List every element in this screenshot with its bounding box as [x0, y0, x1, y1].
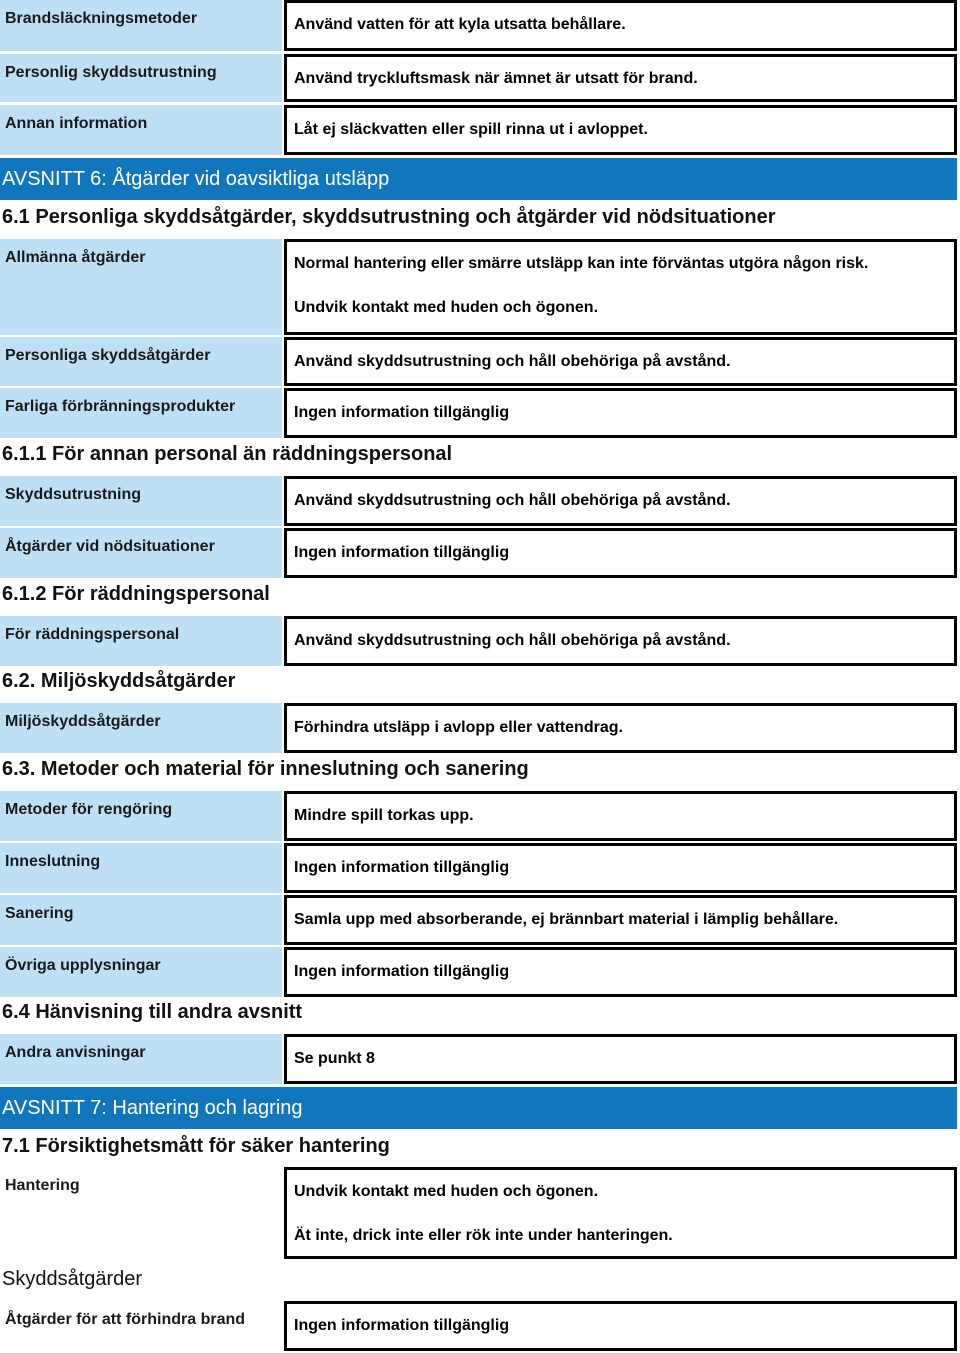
row-atgarder-vid-nodsituationer [0, 528, 960, 578]
field-label: För räddningspersonal [0, 616, 282, 666]
field-value: Samla upp med absorberande, ej brännbart material i lämplig behållare. [284, 895, 957, 945]
field-value: Använd vatten för att kyla utsatta behållare. [284, 0, 957, 51]
field-label: Åtgärder för att förhindra brand [5, 1311, 246, 1328]
field-label: Inneslutning [0, 843, 282, 893]
field-value: Använd tryckluftsmask när ämnet är utsatt för brand. [284, 54, 957, 102]
field-value: Mindre spill torkas upp. [284, 791, 957, 841]
row-miljoskyddsatgarder [0, 703, 960, 753]
value-line-2: Ät inte, drick inte eller rök inte under hanteringen. [294, 1227, 673, 1244]
field-value [284, 239, 957, 335]
field-label: Metoder för rengöring [0, 791, 282, 841]
heading-6-2: 6.2. Miljöskyddsåtgärder [2, 670, 236, 692]
row-personliga-skyddsatgarder [0, 337, 960, 386]
heading-7-1: 7.1 Försiktighetsmått för säker hantering [2, 1135, 390, 1157]
field-label: Allmänna åtgärder [0, 239, 282, 335]
field-label: Skyddsutrustning [0, 476, 282, 526]
row-andra-anvisningar [0, 1034, 960, 1084]
row-inneslutning [0, 843, 960, 893]
field-label: Åtgärder vid nödsituationer [0, 528, 282, 578]
field-label: Personliga skyddsåtgärder [0, 337, 282, 386]
field-label: Hantering [5, 1177, 80, 1194]
field-label: Personlig skyddsutrustning [0, 54, 282, 102]
field-value: Använd skyddsutrustning och håll obehöriga på avstånd. [284, 476, 957, 526]
row-hantering [0, 1167, 960, 1259]
field-label: Övriga upplysningar [0, 947, 282, 997]
row-farliga-forbranningsprodukter [0, 388, 960, 438]
row-skyddsutrustning [0, 476, 960, 526]
row-ovriga-upplysningar [0, 947, 960, 997]
section-6-banner: AVSNITT 6: Åtgärder vid oavsiktliga utsläpp [0, 158, 957, 200]
field-label: Sanering [0, 895, 282, 945]
field-label: Brandsläckningsmetoder [0, 0, 282, 51]
heading-6-1-2: 6.1.2 För räddningspersonal [2, 583, 270, 605]
row-brandslackningsmetoder [0, 0, 960, 51]
field-value: Ingen information tillgänglig [284, 1301, 957, 1351]
field-label: Annan information [0, 105, 282, 155]
heading-6-1-1: 6.1.1 För annan personal än räddningspersonal [2, 443, 453, 465]
field-value: Använd skyddsutrustning och håll obehöriga på avstånd. [284, 616, 957, 666]
section-7-banner: AVSNITT 7: Hantering och lagring [0, 1087, 957, 1129]
row-sanering [0, 895, 960, 945]
field-value: Ingen information tillgänglig [284, 528, 957, 578]
heading-6-4: 6.4 Hänvisning till andra avsnitt [2, 1001, 303, 1023]
row-atgarder-forhindra-brand [0, 1301, 960, 1351]
heading-6-3: 6.3. Metoder och material för inneslutning och sanering [2, 758, 529, 780]
row-metoder-for-rengoring [0, 791, 960, 841]
field-value: Låt ej släckvatten eller spill rinna ut i avloppet. [284, 105, 957, 155]
value-line-2: Undvik kontakt med huden och ögonen. [294, 299, 599, 316]
row-allmanna-atgarder [0, 239, 960, 335]
field-label: Andra anvisningar [0, 1034, 282, 1084]
field-value [284, 1167, 957, 1259]
field-value: Ingen information tillgänglig [284, 843, 957, 893]
heading-6-1: 6.1 Personliga skyddsåtgärder, skyddsutrustning och åtgärder vid nödsituationer [2, 206, 776, 228]
row-personlig-skyddsutrustning [0, 54, 960, 102]
field-value: Ingen information tillgänglig [284, 947, 957, 997]
field-label: Miljöskyddsåtgärder [0, 703, 282, 753]
field-label: Farliga förbränningsprodukter [0, 388, 282, 438]
row-annan-information [0, 105, 960, 155]
value-line-1: Undvik kontakt med huden och ögonen. [294, 1183, 599, 1200]
heading-skyddsatgarder: Skyddsåtgärder [2, 1268, 143, 1290]
field-value: Använd skyddsutrustning och håll obehöriga på avstånd. [284, 337, 957, 386]
value-line-1: Normal hantering eller smärre utsläpp kan inte förväntas utgöra någon risk. [294, 255, 869, 272]
row-for-raddningspersonal [0, 616, 960, 666]
field-value: Förhindra utsläpp i avlopp eller vattendrag. [284, 703, 957, 753]
field-value: Ingen information tillgänglig [284, 388, 957, 438]
field-value: Se punkt 8 [284, 1034, 957, 1084]
